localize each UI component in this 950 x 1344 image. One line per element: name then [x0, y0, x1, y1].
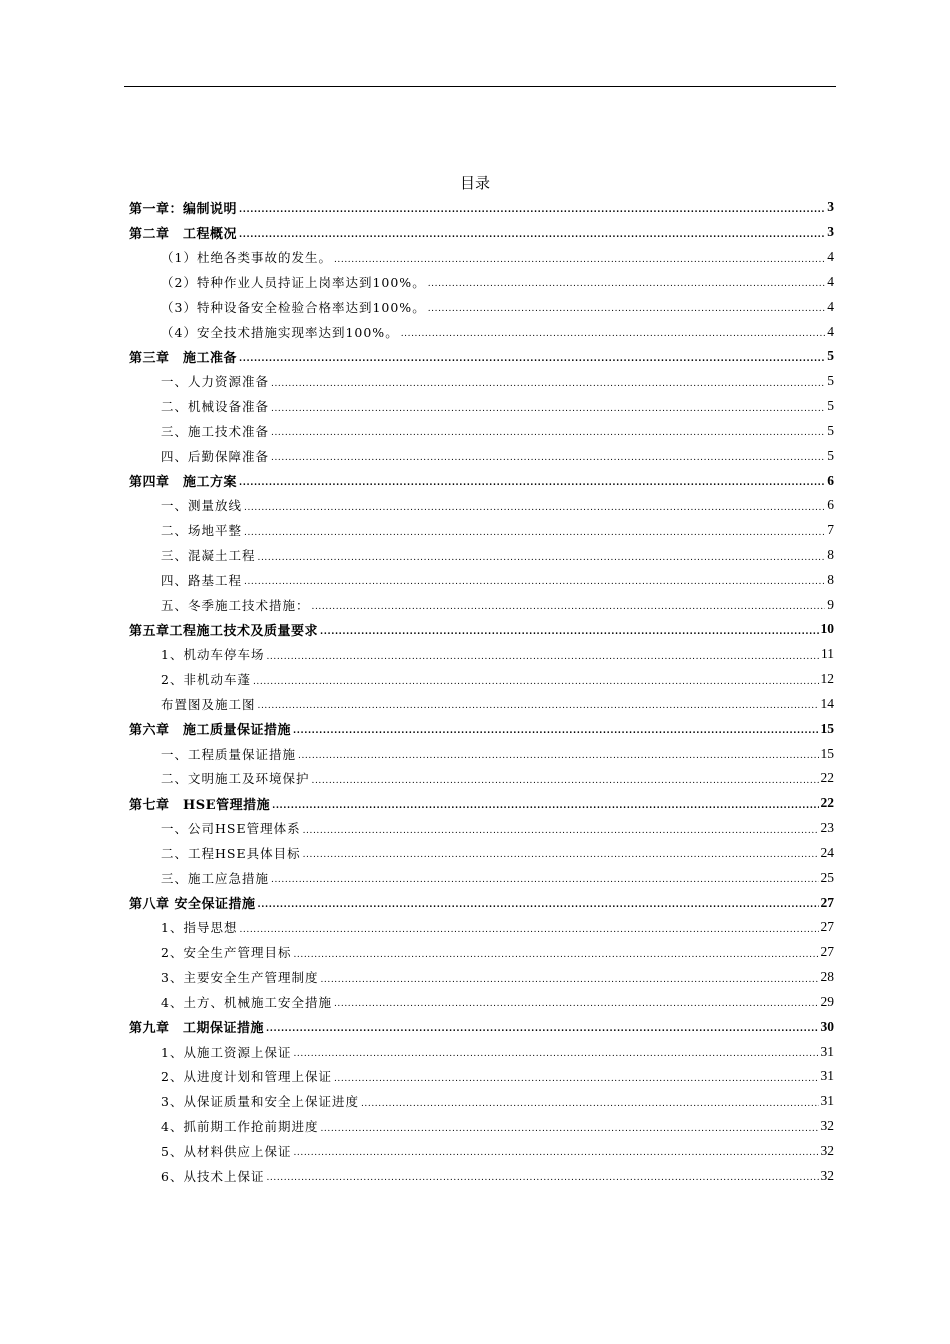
toc-entry-label: 二、机械设备准备 — [161, 399, 270, 415]
toc-leader-dots — [271, 870, 818, 885]
toc-leader-dots — [244, 523, 825, 538]
toc-section-entry[interactable] — [129, 940, 834, 965]
toc-entry-page: 25 — [820, 869, 834, 885]
toc-entry-page: 6 — [827, 472, 834, 488]
toc-section-entry[interactable] — [129, 518, 834, 543]
toc-leader-dots — [303, 821, 819, 836]
toc-entry-label: 第三章 施工准备 — [129, 350, 238, 366]
toc-entry-label: （1）杜绝各类事故的发生。 — [161, 250, 332, 266]
toc-entry-label: 四、路基工程 — [161, 572, 243, 588]
toc-leader-dots — [271, 374, 825, 389]
toc-entry-label: 6、从技术上保证 — [161, 1168, 265, 1184]
toc-leader-dots — [312, 771, 819, 786]
toc-leader-dots — [293, 721, 818, 736]
toc-leader-dots — [334, 1069, 819, 1084]
toc-entry-label: 第二章 工程概况 — [129, 226, 238, 242]
toc-entry-page: 5 — [827, 373, 834, 389]
toc-section-entry[interactable] — [129, 692, 834, 717]
toc-leader-dots — [320, 1119, 818, 1134]
toc-title: 目录 — [459, 174, 490, 192]
toc-leader-dots — [293, 945, 818, 960]
toc-entry-label: 一、人力资源准备 — [161, 374, 270, 390]
toc-chapter-entry[interactable] — [129, 1014, 834, 1039]
toc-section-entry[interactable] — [129, 493, 834, 518]
toc-section-entry[interactable] — [129, 841, 834, 866]
toc-leader-dots — [258, 895, 819, 910]
toc-leader-dots — [334, 994, 819, 1009]
toc-leader-dots — [303, 845, 819, 860]
toc-entry-label: 第七章 HSE管理措施 — [129, 797, 271, 813]
toc-entry-label: 一、工程质量保证措施 — [161, 746, 297, 762]
toc-entry-page: 31 — [820, 1093, 834, 1109]
toc-leader-dots — [312, 597, 826, 612]
toc-entry-label: 一、测量放线 — [161, 498, 243, 514]
toc-entry-page: 23 — [820, 820, 834, 836]
toc-entry-label: 2、从进度计划和管理上保证 — [161, 1069, 332, 1085]
toc-leader-dots — [266, 647, 819, 662]
toc-section-entry[interactable] — [129, 443, 834, 468]
toc-entry-page: 29 — [820, 993, 834, 1009]
toc-entry-label: 1、从施工资源上保证 — [161, 1044, 292, 1060]
toc-section-entry[interactable] — [129, 915, 834, 940]
toc-chapter-entry[interactable] — [129, 344, 834, 369]
toc-entry-label: 4、抓前期工作抢前期进度 — [161, 1119, 319, 1135]
toc-leader-dots — [298, 746, 818, 761]
toc-entry-label: 5、从材料供应上保证 — [161, 1143, 292, 1159]
toc-entry-page: 22 — [820, 795, 834, 811]
toc-entry-label: 第五章工程施工技术及质量要求 — [129, 623, 319, 639]
toc-entry-page: 3 — [827, 199, 834, 215]
toc-entry-label: 第八章 安全保证措施 — [129, 897, 256, 913]
toc-entry-page: 4 — [827, 323, 834, 339]
toc-leader-dots — [253, 672, 819, 687]
toc-section-entry[interactable] — [129, 965, 834, 990]
toc-section-entry[interactable] — [129, 741, 834, 766]
toc-leader-dots — [258, 548, 826, 563]
toc-entry-page: 32 — [820, 1142, 834, 1158]
toc-leader-dots — [293, 1044, 818, 1059]
toc-leader-dots — [266, 1168, 818, 1183]
toc-entry-label: 第九章 工期保证措施 — [129, 1021, 265, 1037]
toc-leader-dots — [244, 572, 825, 587]
toc-section-entry[interactable] — [129, 294, 834, 319]
toc-section-entry[interactable] — [129, 418, 834, 443]
toc-chapter-entry[interactable] — [129, 617, 834, 642]
toc-entry-label: 三、施工技术准备 — [161, 423, 270, 439]
toc-entry-page: 31 — [820, 1043, 834, 1059]
toc-entry-page: 22 — [820, 770, 834, 786]
toc-leader-dots — [320, 970, 818, 985]
toc-entry-page: 6 — [827, 497, 834, 513]
toc-entry-page: 27 — [820, 919, 834, 935]
toc-entry-label: 3、从保证质量和安全上保证进度 — [161, 1094, 359, 1110]
toc-entry-page: 11 — [821, 646, 834, 662]
toc-entry-page: 9 — [827, 596, 834, 612]
toc-entry-page: 27 — [820, 944, 834, 960]
toc-entry-page: 10 — [820, 621, 834, 637]
toc-entry-page: 4 — [827, 249, 834, 265]
toc-section-entry[interactable] — [129, 1138, 834, 1163]
toc-entry-label: 二、工程HSE具体目标 — [161, 845, 301, 861]
toc-entry-page: 31 — [820, 1068, 834, 1084]
toc-leader-dots — [244, 498, 825, 513]
toc-leader-dots — [361, 1094, 819, 1109]
toc-leader-dots — [334, 250, 825, 265]
toc-entry-page: 32 — [820, 1118, 834, 1134]
toc-section-entry[interactable] — [129, 865, 834, 890]
toc-entry-page: 3 — [827, 224, 834, 240]
toc-entry-label: 3、主要安全生产管理制度 — [161, 970, 319, 986]
toc-entry-page: 15 — [820, 745, 834, 761]
toc-entry-label: 五、冬季施工技术措施： — [161, 597, 310, 613]
toc-entry-label: （2）特种作业人员持证上岗率达到100%。 — [161, 274, 426, 290]
toc-entry-page: 14 — [820, 695, 834, 711]
toc-section-entry[interactable] — [129, 543, 834, 568]
toc-leader-dots — [239, 200, 825, 215]
toc-section-entry[interactable] — [129, 369, 834, 394]
toc-section-entry[interactable] — [129, 667, 834, 692]
toc-section-entry[interactable] — [129, 1064, 834, 1089]
toc-entry-page: 4 — [827, 298, 834, 314]
toc-entry-page: 27 — [820, 894, 834, 910]
toc-entry-label: 布置图及施工图 — [161, 696, 256, 712]
toc-entry-page: 5 — [827, 348, 834, 364]
toc-entry-label: 二、场地平整 — [161, 523, 243, 539]
toc-chapter-entry[interactable] — [129, 468, 834, 493]
toc-leader-dots — [428, 274, 826, 289]
toc-entry-label: （4）安全技术措施实现率达到100%。 — [161, 324, 399, 340]
toc-section-entry[interactable] — [129, 269, 834, 294]
toc-chapter-entry[interactable] — [129, 220, 834, 245]
toc-entry-page: 7 — [827, 522, 834, 538]
toc-entry-page: 4 — [827, 273, 834, 289]
toc-section-entry[interactable] — [129, 592, 834, 617]
toc-section-entry[interactable] — [129, 394, 834, 419]
toc-entry-label: 第六章 施工质量保证措施 — [129, 723, 292, 739]
toc-entry-page: 8 — [827, 571, 834, 587]
toc-section-entry[interactable] — [129, 1163, 834, 1188]
toc-chapter-entry[interactable] — [129, 791, 834, 816]
toc-section-entry[interactable] — [129, 766, 834, 791]
toc-leader-dots — [239, 225, 825, 240]
toc-leader-dots — [258, 696, 819, 711]
toc-leader-dots — [428, 299, 826, 314]
toc-leader-dots — [271, 399, 825, 414]
toc-leader-dots — [401, 324, 826, 339]
toc-entry-label: 2、非机动车蓬 — [161, 672, 251, 688]
toc-entry-page: 5 — [827, 398, 834, 414]
toc-entry-label: 4、土方、机械施工安全措施 — [161, 994, 332, 1010]
toc-entry-label: 三、混凝土工程 — [161, 548, 256, 563]
toc-section-entry[interactable] — [129, 642, 834, 667]
toc-entry-page: 12 — [820, 671, 834, 687]
toc-entry-page: 8 — [827, 547, 834, 562]
toc-entry-page: 15 — [820, 720, 834, 736]
toc-section-entry[interactable] — [129, 816, 834, 841]
toc-entry-label: 三、施工应急措施 — [161, 870, 270, 886]
toc-leader-dots — [271, 423, 825, 438]
toc-leader-dots — [293, 1143, 818, 1158]
toc-leader-dots — [320, 622, 818, 637]
toc-chapter-entry[interactable] — [129, 890, 834, 915]
toc-entry-page: 24 — [820, 844, 834, 860]
toc-leader-dots — [239, 920, 818, 935]
toc-section-entry[interactable] — [129, 245, 834, 270]
toc-entry-label: 1、机动车停车场 — [161, 647, 265, 663]
toc-leader-dots — [239, 349, 825, 364]
toc-section-entry[interactable] — [129, 319, 834, 344]
toc-entry-label: （3）特种设备安全检验合格率达到100%。 — [161, 299, 426, 315]
toc-entry-label: 第四章 施工方案 — [129, 475, 238, 491]
toc-entry-page: 30 — [820, 1018, 834, 1034]
toc-entry-label: 第一章：编制说明 — [129, 201, 238, 217]
toc-leader-dots — [266, 1019, 818, 1034]
toc-section-entry[interactable] — [129, 567, 834, 592]
toc-entry-page: 5 — [827, 422, 834, 438]
table-of-contents — [129, 195, 834, 1188]
toc-leader-dots — [271, 448, 825, 463]
toc-entry-label: 2、安全生产管理目标 — [161, 945, 292, 961]
toc-section-entry[interactable] — [129, 1114, 834, 1139]
toc-entry-label: 一、公司HSE管理体系 — [161, 821, 301, 837]
toc-leader-dots — [272, 796, 818, 811]
toc-entry-page: 32 — [820, 1167, 834, 1183]
toc-section-entry[interactable] — [129, 990, 834, 1015]
toc-section-entry[interactable] — [129, 1089, 834, 1114]
toc-section-entry[interactable] — [129, 1039, 834, 1064]
toc-leader-dots — [239, 473, 825, 488]
header-rule — [124, 86, 836, 87]
toc-entry-page: 5 — [827, 447, 834, 463]
toc-entry-label: 1、指导思想 — [161, 920, 238, 936]
toc-chapter-entry[interactable] — [129, 716, 834, 741]
toc-entry-label: 四、后勤保障准备 — [161, 448, 270, 464]
toc-chapter-entry[interactable] — [129, 195, 834, 220]
toc-entry-page: 28 — [820, 969, 834, 985]
toc-entry-label: 二、文明施工及环境保护 — [161, 771, 310, 787]
